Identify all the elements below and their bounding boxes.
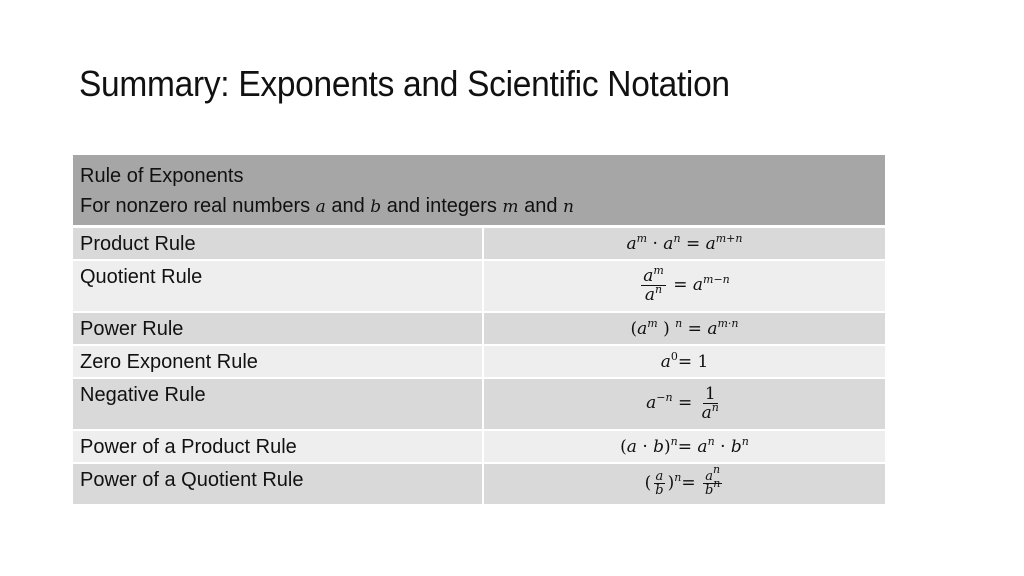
rule-formula: ($a^m$ ) $^n = a^{m\cdot n}$ xyxy=(483,312,886,345)
table-row xyxy=(72,312,886,345)
rule-formula: $a^m \cdot a^n = a^{m+n}$ xyxy=(483,227,886,260)
table-row xyxy=(72,463,886,505)
rule-name: Power of a Quotient Rule xyxy=(72,463,483,505)
rule-name: Product Rule xyxy=(72,227,483,260)
table-row xyxy=(72,430,886,463)
table-row xyxy=(72,378,886,430)
table-header-row xyxy=(72,154,886,227)
rule-name: Negative Rule xyxy=(72,378,483,430)
rule-name: Zero Exponent Rule xyxy=(72,345,483,378)
rule-formula: $a^{-n}$ = $\frac{1}{a^n}$ xyxy=(483,378,886,430)
rule-formula: ( $\frac{a}{b}$ )$^n$= $\frac{a^n}{b^n}$ xyxy=(483,463,886,505)
rule-name: Power of a Product Rule xyxy=(72,430,483,463)
table-row xyxy=(72,260,886,312)
slide-title: Summary: Exponents and Scientific Notation xyxy=(79,63,730,104)
rule-name: Power Rule xyxy=(72,312,483,345)
rule-name: Quotient Rule xyxy=(72,260,483,312)
header-subtitle: For nonzero real numbers a and b and integers m and n xyxy=(80,195,574,217)
rule-formula: $a^0= 1$ xyxy=(483,345,886,378)
table-header-cell xyxy=(72,154,886,227)
header-title: Rule of Exponents xyxy=(80,165,244,187)
table-row xyxy=(72,227,886,260)
rule-formula: $(a \cdot b)^n= a^n \cdot b^n$ xyxy=(483,430,886,463)
rule-formula: $\frac{a^m}{a^n}$ = $a^{m-n}$ xyxy=(483,260,886,312)
exponent-rules-table xyxy=(71,153,887,506)
table-row xyxy=(72,345,886,378)
